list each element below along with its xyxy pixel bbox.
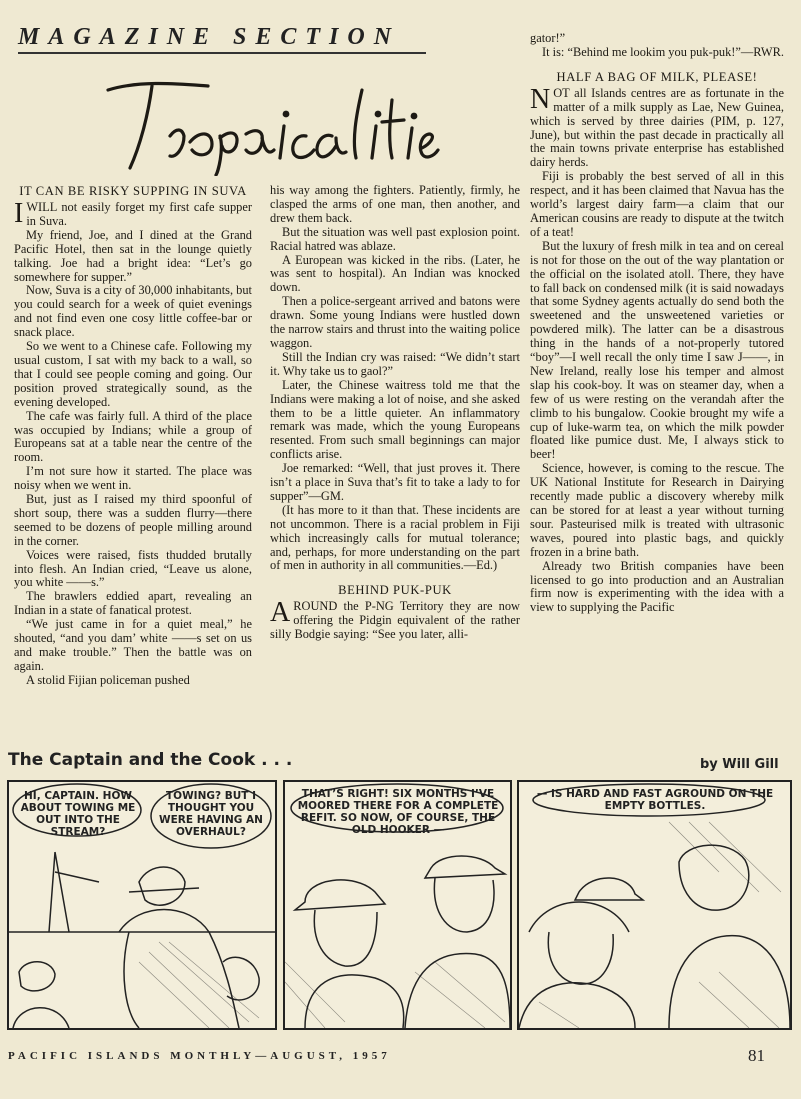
article-paragraph: (It has more to it than that. These incidents are not uncommon. There is a racial problem in Fiji which increasingly calls for mutual tolerance; and, perhaps, for more understanding on the part of men in authority in all communities.—Ed.)	[270, 502, 520, 573]
article-column-3	[530, 32, 784, 732]
article-paragraph: The brawlers eddied apart, revealing an Indian in a state of fanatical protest.	[14, 589, 252, 618]
comic-panel-1	[7, 780, 277, 1030]
article-paragraph: It is: “Behind me lookim you puk-puk!”—RWR.	[542, 44, 784, 59]
article-paragraph: Science, however, is coming to the rescue. The UK National Institute for Research in Dairying recently made public a discovery whereby milk can be stored for at least a year without turning sour. Pasteurised milk is treated with ultrasonic waves, poured into plastic bags, and quickly frozen in a brine bath.	[530, 461, 784, 559]
article-paragraph: NOT all Islands centres are as fortunate in the matter of a milk supply as Lae, New Guinea, which is served by three dairies (PIM, p. 127, June), but within the past decade in practically all the main towns private enterprise has established dairy herds.	[530, 83, 784, 170]
article-paragraph: But the situation was well past explosion point. Racial hatred was ablaze.	[270, 224, 520, 253]
page-number: 81	[748, 1046, 765, 1065]
article-paragraph: But, just as I raised my third spoonful of short soup, there was a sudden flurry—there seemed to be dozens of people milling around in the corner.	[14, 492, 252, 548]
article-paragraph: Still the Indian cry was raised: “We didn’t start it. Why take us to gaol?”	[270, 349, 520, 378]
article-heading-milk: HALF A BAG OF MILK, PLEASE!	[556, 69, 758, 84]
section-heading: MAGAZINE SECTION	[18, 24, 401, 50]
article-paragraph: Later, the Chinese waitress told me that the Indians were making a lot of noise, and she asked them to be a little quieter. An inflammatory remark was made, which the young Europeans resented. From such small beginnings can major conflicts arise.	[270, 377, 520, 462]
article-paragraph: A stolid Fijian policeman pushed	[26, 672, 190, 687]
tropicalities-logo	[100, 76, 440, 176]
comic-panel-2	[283, 780, 512, 1030]
drop-cap: A	[270, 597, 291, 629]
article-paragraph: So we went to a Chinese cafe. Following my usual custom, I sat with my back to a wall, so that I could see people coming and going. Our position proved strategically sound, as the evening developed.	[14, 339, 252, 409]
article-paragraph: Now, Suva is a city of 30,000 inhabitants, but you could search for a week of quiet evenings and not find even one cosy little coffee-bar or snack place.	[14, 283, 252, 340]
comic-panel-3-art	[519, 782, 790, 1028]
article-paragraph: Already two British companies have been licensed to go into production and an Australian firm now is experimenting with the idea with a view to supplying the Pacific	[530, 558, 784, 615]
article-paragraph: I WILL not easily forget my first cafe supper in Suva.	[14, 198, 252, 229]
speech-bubble-captain: THAT’S RIGHT! SIX MONTHS I’VE MOORED THERE FOR A COMPLETE REFIT. SO NOW, OF COURSE, THE OLD HOOKER —	[297, 788, 499, 836]
comic-credit: by Will Gill	[700, 757, 779, 772]
speech-bubble-captain: TOWING? BUT I THOUGHT YOU WERE HAVING AN OVERHAUL?	[159, 790, 263, 838]
speech-bubble-captain: — IS HARD AND FAST AGROUND ON THE EMPTY BOTTLES.	[536, 788, 774, 812]
article-paragraph: But the luxury of fresh milk in tea and on cereal is not for those on the out of the way plantation or the official on the isolated atoll. There, they have to fall back on condensed milk (it is said nowadays that some Sydney agents actually do send both the sweetened and the unsweetened varieties or powdered milk). The latter can be a disastrous thing in the hands of a not-properly tutored “boy”—I well recall the only time I saw J——, in New Ireland, really lose his temper and almost slap his cook-boy. It was on steamer day, when a few of us were resting on the verandah after the climb to his bungalow. Cookie brought my wife a cup of luke-warm tea, on which the milk powder floated like pumice dust. Me, I always stick to beer!	[530, 238, 784, 462]
comic-panel-3	[517, 780, 792, 1030]
tropicalities-logo-art	[100, 76, 440, 176]
article-paragraph: The cafe was fairly full. A third of the place was occupied by Indians; while a group of Europeans sat at a table near the centre of the room.	[14, 408, 252, 465]
article-paragraph: I’m not sure how it started. The place was noisy when we went in.	[14, 464, 252, 493]
section-rule	[18, 52, 426, 54]
article-paragraph: Joe remarked: “Well, that just proves it. There isn’t a place in Suva that’s fit to take a lady to for supper”—GM.	[270, 461, 520, 503]
drop-cap: N	[530, 83, 551, 115]
page-footer: PACIFIC ISLANDS MONTHLY—AUGUST, 1957	[8, 1050, 391, 1062]
article-paragraph: My friend, Joe, and I dined at the Grand Pacific Hotel, then sat in the lounge quietly talking. Joe had a bright idea: “Let’s go somewhere for supper.”	[14, 227, 252, 284]
article-paragraph: A European was kicked in the ribs. (Later, he was sent to hospital). An Indian was knocked down.	[270, 252, 520, 295]
speech-bubble-cook: HI, CAPTAIN. HOW ABOUT TOWING ME OUT INTO THE STREAM?	[20, 790, 136, 838]
article-paragraph: Then a police-sergeant arrived and batons were drawn. Some young Indians were hustled down the narrow stairs and thrust into the waiting police waggon.	[270, 294, 520, 350]
article-column-2	[270, 184, 520, 732]
article-heading-puk-puk: BEHIND PUK-PUK	[338, 583, 452, 598]
article-paragraph: AROUND the P-NG Territory they are now offering the Pidgin equivalent of the rather silly Bodgie saying: “See you later, alli-	[270, 597, 520, 642]
article-paragraph: gator!”	[530, 32, 566, 45]
article-heading-suva: IT CAN BE RISKY SUPPING IN SUVA	[19, 184, 247, 198]
article-column-1	[14, 184, 252, 732]
article-paragraph: “We just came in for a quiet meal,” he shouted, “and you dam’ white ——s set on us and make trouble.” Then the battle was on again.	[14, 617, 252, 673]
article-paragraph: Fiji is probably the best served of all in this respect, and it has been claimed that Navua has the world’s largest dairy farm—a claim that our American cousins are ready to dispute at the twitch of a teat!	[530, 169, 784, 239]
drop-cap: I	[14, 198, 24, 229]
article-paragraph: Voices were raised, fists thudded brutally into flesh. An Indian cried, “Leave us alone, you white ——s.”	[14, 547, 252, 590]
article-paragraph: his way among the fighters. Patiently, firmly, he clasped the arms of one man, then another, and drew them back.	[270, 184, 520, 225]
comic-title: The Captain and the Cook . . .	[8, 750, 293, 770]
